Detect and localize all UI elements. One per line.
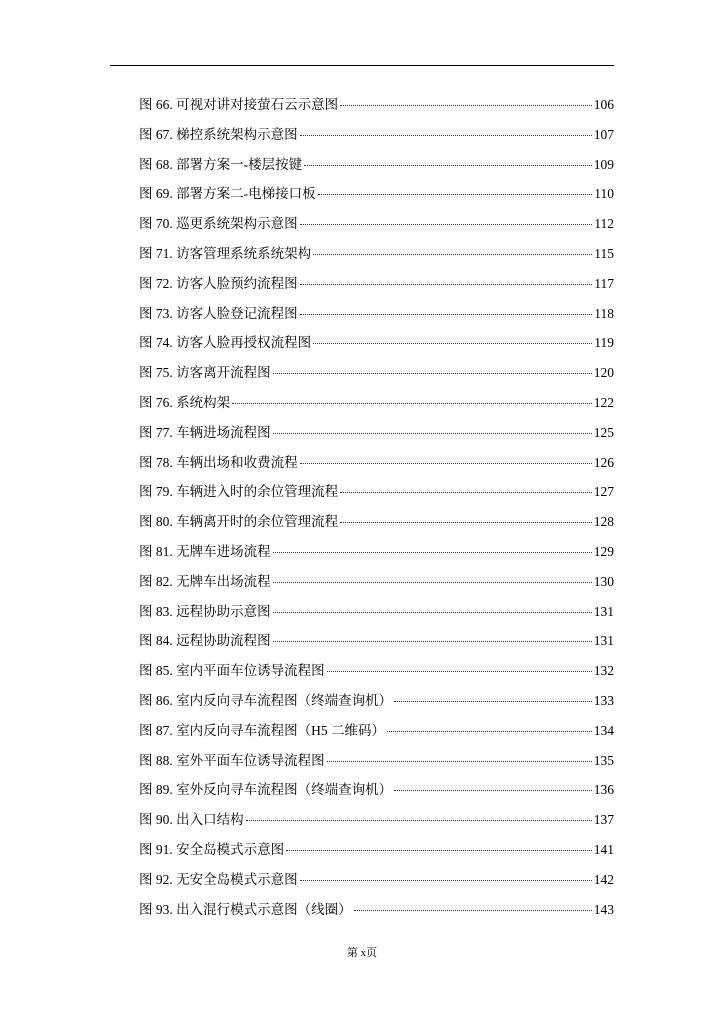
toc-entry[interactable] bbox=[139, 510, 614, 540]
toc-entry-page: 128 bbox=[593, 514, 614, 530]
toc-entry-label: 图 73. 访客人脸登记流程图 bbox=[139, 305, 298, 321]
dot-leader bbox=[340, 105, 592, 106]
toc-entry-label: 图 76. 系统构架 bbox=[139, 394, 231, 410]
toc-entry-label: 图 86. 室内反向寻车流程图（终端查询机） bbox=[139, 692, 393, 708]
dot-leader bbox=[394, 790, 592, 791]
toc-entry-label: 图 91. 安全岛模式示意图 bbox=[139, 841, 285, 857]
dot-leader bbox=[318, 194, 593, 195]
dot-leader bbox=[327, 761, 592, 762]
table-of-figures bbox=[139, 93, 614, 927]
dot-leader bbox=[273, 433, 592, 434]
dot-leader bbox=[300, 463, 592, 464]
dot-leader bbox=[313, 343, 592, 344]
toc-entry-page: 131 bbox=[593, 603, 614, 619]
toc-entry[interactable] bbox=[139, 749, 614, 779]
toc-entry[interactable] bbox=[139, 600, 614, 630]
toc-entry-page: 117 bbox=[594, 275, 614, 291]
dot-leader bbox=[313, 254, 592, 255]
toc-entry[interactable] bbox=[139, 480, 614, 510]
toc-entry-page: 135 bbox=[593, 752, 614, 768]
toc-entry-label: 图 82. 无牌车出场流程 bbox=[139, 573, 271, 589]
toc-entry-page: 126 bbox=[593, 454, 614, 470]
dot-leader bbox=[286, 850, 592, 851]
toc-entry-page: 107 bbox=[593, 126, 614, 142]
toc-entry-page: 112 bbox=[594, 216, 614, 232]
toc-entry[interactable] bbox=[139, 808, 614, 838]
dot-leader bbox=[273, 552, 592, 553]
toc-entry-page: 134 bbox=[593, 722, 614, 738]
toc-entry-page: 119 bbox=[594, 335, 614, 351]
toc-entry-page: 120 bbox=[593, 365, 614, 381]
dot-leader bbox=[340, 522, 592, 523]
toc-entry-page: 133 bbox=[593, 692, 614, 708]
toc-entry-label: 图 80. 车辆离开时的余位管理流程 bbox=[139, 514, 339, 530]
toc-entry-label: 图 88. 室外平面车位诱导流程图 bbox=[139, 752, 325, 768]
dot-leader bbox=[300, 880, 592, 881]
toc-entry-page: 110 bbox=[594, 186, 614, 202]
toc-entry[interactable] bbox=[139, 421, 614, 451]
toc-entry[interactable] bbox=[139, 570, 614, 600]
toc-entry-page: 131 bbox=[593, 633, 614, 649]
toc-entry-page: 129 bbox=[593, 543, 614, 559]
dot-leader bbox=[394, 701, 592, 702]
toc-entry-label: 图 68. 部署方案一-楼层按键 bbox=[139, 156, 303, 172]
dot-leader bbox=[246, 820, 592, 821]
toc-entry-label: 图 84. 远程协助流程图 bbox=[139, 633, 271, 649]
toc-entry-label: 图 69. 部署方案二-电梯接口板 bbox=[139, 186, 316, 202]
toc-entry-label: 图 87. 室内反向寻车流程图（H5 二维码） bbox=[139, 722, 385, 738]
toc-entry[interactable] bbox=[139, 629, 614, 659]
toc-entry[interactable] bbox=[139, 778, 614, 808]
toc-entry-page: 106 bbox=[593, 97, 614, 112]
toc-entry-page: 141 bbox=[593, 841, 614, 857]
toc-entry[interactable] bbox=[139, 331, 614, 361]
toc-entry[interactable] bbox=[139, 719, 614, 749]
toc-entry[interactable] bbox=[139, 868, 614, 898]
dot-leader bbox=[300, 135, 592, 136]
dot-leader bbox=[387, 731, 592, 732]
toc-entry[interactable] bbox=[139, 93, 614, 123]
toc-entry-page: 109 bbox=[593, 156, 614, 172]
dot-leader bbox=[273, 641, 592, 642]
toc-entry-label: 图 92. 无安全岛模式示意图 bbox=[139, 871, 298, 887]
toc-entry-label: 图 90. 出入口结构 bbox=[139, 812, 244, 828]
toc-entry[interactable] bbox=[139, 153, 614, 183]
toc-entry-label: 图 78. 车辆出场和收费流程 bbox=[139, 454, 298, 470]
toc-entry-page: 143 bbox=[593, 901, 614, 917]
toc-entry[interactable] bbox=[139, 302, 614, 332]
toc-entry-page: 122 bbox=[593, 394, 614, 410]
toc-entry-label: 图 89. 室外反向寻车流程图（终端查询机） bbox=[139, 782, 393, 798]
dot-leader bbox=[273, 582, 592, 583]
dot-leader bbox=[300, 284, 593, 285]
header-rule bbox=[110, 65, 614, 66]
toc-entry[interactable] bbox=[139, 838, 614, 868]
dot-leader bbox=[273, 612, 592, 613]
toc-entry-label: 图 66. 可视对讲对接萤石云示意图 bbox=[139, 97, 339, 112]
toc-entry-page: 118 bbox=[594, 305, 614, 321]
toc-entry-page: 136 bbox=[593, 782, 614, 798]
toc-entry-label: 图 85. 室内平面车位诱导流程图 bbox=[139, 663, 325, 679]
toc-entry[interactable] bbox=[139, 272, 614, 302]
toc-entry[interactable] bbox=[139, 451, 614, 481]
toc-entry-page: 115 bbox=[594, 245, 614, 261]
toc-entry-label: 图 72. 访客人脸预约流程图 bbox=[139, 275, 298, 291]
dot-leader bbox=[304, 165, 592, 166]
dot-leader bbox=[232, 403, 592, 404]
toc-entry[interactable] bbox=[139, 242, 614, 272]
toc-entry-page: 127 bbox=[593, 484, 614, 500]
dot-leader bbox=[327, 671, 592, 672]
toc-entry-label: 图 71. 访客管理系统系统架构 bbox=[139, 245, 312, 261]
toc-entry[interactable] bbox=[139, 123, 614, 153]
toc-entry[interactable] bbox=[139, 659, 614, 689]
toc-entry-label: 图 75. 访客离开流程图 bbox=[139, 365, 271, 381]
toc-entry-page: 142 bbox=[593, 871, 614, 887]
dot-leader bbox=[273, 373, 592, 374]
toc-entry-page: 125 bbox=[593, 424, 614, 440]
toc-entry[interactable] bbox=[139, 212, 614, 242]
toc-entry-page: 137 bbox=[593, 812, 614, 828]
toc-entry-label: 图 77. 车辆进场流程图 bbox=[139, 424, 271, 440]
toc-entry-page: 130 bbox=[593, 573, 614, 589]
toc-entry[interactable] bbox=[139, 540, 614, 570]
dot-leader bbox=[354, 910, 592, 911]
toc-entry-label: 图 67. 梯控系统架构示意图 bbox=[139, 126, 298, 142]
toc-entry-label: 图 74. 访客人脸再授权流程图 bbox=[139, 335, 312, 351]
page-footer: 第 x页 bbox=[346, 947, 378, 959]
toc-entry[interactable] bbox=[139, 361, 614, 391]
toc-entry-label: 图 81. 无牌车进场流程 bbox=[139, 543, 271, 559]
toc-entry[interactable] bbox=[139, 898, 614, 928]
toc-entry-label: 图 70. 巡更系统架构示意图 bbox=[139, 216, 298, 232]
toc-entry-label: 图 79. 车辆进入时的余位管理流程 bbox=[139, 484, 339, 500]
dot-leader bbox=[340, 492, 592, 493]
toc-entry-label: 图 93. 出入混行模式示意图（线圈） bbox=[139, 901, 352, 917]
toc-entry[interactable] bbox=[139, 182, 614, 212]
dot-leader bbox=[300, 224, 593, 225]
toc-entry-label: 图 83. 远程协助示意图 bbox=[139, 603, 271, 619]
toc-entry[interactable] bbox=[139, 391, 614, 421]
dot-leader bbox=[300, 314, 593, 315]
toc-entry-page: 132 bbox=[593, 663, 614, 679]
toc-entry[interactable] bbox=[139, 689, 614, 719]
